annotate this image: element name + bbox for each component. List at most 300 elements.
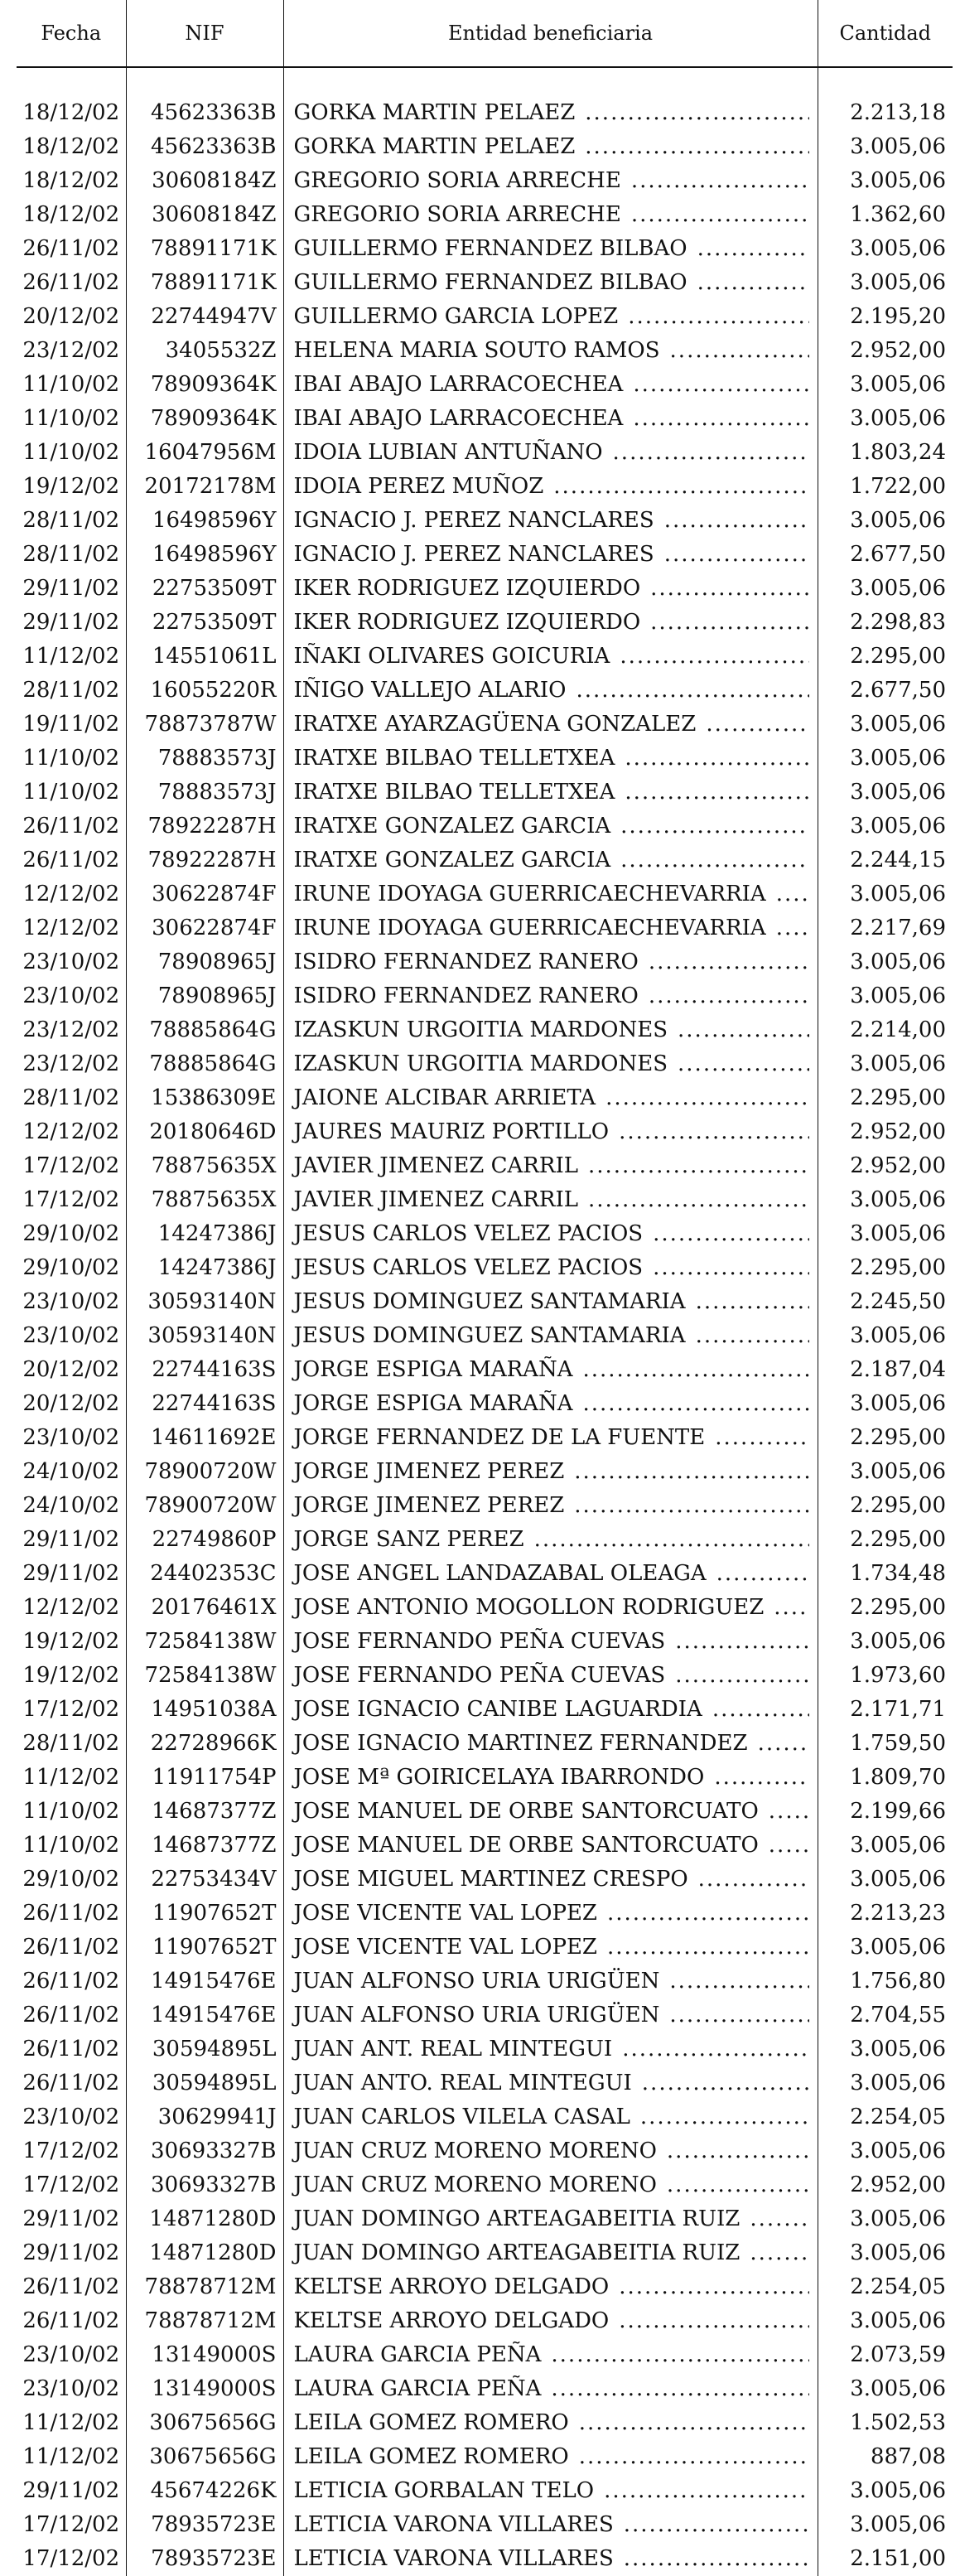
cell-nif: 3405532Z [126, 334, 283, 368]
table-row [17, 1829, 953, 1863]
cell-cantidad: 1.502,53 [850, 2410, 946, 2435]
cell-cantidad: 1.759,50 [850, 1731, 946, 1756]
dot-leader [620, 640, 808, 674]
entidad-name: JAVIER JIMENEZ CARRIL [293, 1153, 578, 1178]
cell-nif: 22744947V [126, 300, 283, 334]
cell-cantidad: 1.722,00 [850, 474, 946, 499]
cell-cantidad: 1.734,48 [850, 1561, 946, 1586]
table-row [17, 164, 953, 198]
cell-nif: 78885864G [126, 1047, 283, 1081]
dot-leader [642, 2066, 809, 2100]
cell-cantidad: 3.005,06 [850, 134, 946, 159]
cell-nif: 16498596Y [126, 504, 283, 538]
cell-entidad [283, 1115, 818, 1149]
cell-entidad [283, 606, 818, 640]
cell-cantidad: 2.952,00 [850, 2172, 946, 2197]
entidad-name: JUAN DOMINGO ARTEAGABEITIA RUIZ [293, 2206, 741, 2231]
cell-cantidad: 3.005,06 [850, 270, 946, 295]
entidad-name: IRATXE GONZALEZ GARCIA [293, 848, 611, 872]
cell-nif: 24402353C [126, 1557, 283, 1591]
cell-entidad [283, 810, 818, 843]
cell-entidad [283, 266, 818, 300]
cell-nif: 72584138W [126, 1659, 283, 1693]
cell-entidad [283, 1285, 818, 1319]
cell-nif: 30593140N [126, 1319, 283, 1353]
entidad-name: JOSE IGNACIO MARTINEZ FERNANDEZ [293, 1731, 748, 1756]
cell-cantidad: 3.005,06 [850, 2037, 946, 2061]
dot-leader [774, 1591, 808, 1625]
dot-leader [716, 1557, 809, 1591]
entidad-name: ISIDRO FERNANDEZ RANERO [293, 950, 639, 974]
table-row [17, 1931, 953, 1965]
cell-fecha: 24/10/02 [17, 1455, 126, 1489]
dot-leader [619, 2270, 808, 2304]
cell-cantidad: 887,08 [871, 2444, 946, 2469]
cell-nif: 30594895L [126, 2032, 283, 2066]
table-row [17, 1897, 953, 1931]
cell-nif: 78909364K [126, 368, 283, 402]
cell-entidad [283, 1455, 818, 1489]
entidad-name: JAIONE ALCIBAR ARRIETA [293, 1085, 596, 1110]
cell-entidad [283, 1965, 818, 1998]
cell-fecha: 29/11/02 [17, 2202, 126, 2236]
cell-entidad [283, 2304, 818, 2338]
table-row [17, 979, 953, 1013]
cell-entidad [283, 1761, 818, 1795]
cell-fecha: 29/10/02 [17, 1863, 126, 1897]
dot-leader [631, 164, 809, 198]
table-row [17, 1965, 953, 1998]
entidad-name: IKER RODRIGUEZ IZQUIERDO [293, 576, 641, 601]
cell-entidad [283, 742, 818, 776]
cell-fecha: 11/10/02 [17, 776, 126, 810]
cell-cantidad: 2.295,00 [850, 1085, 946, 1110]
table-row [17, 1727, 953, 1761]
cell-fecha: 28/11/02 [17, 538, 126, 572]
cell-fecha: 18/12/02 [17, 164, 126, 198]
cell-entidad [283, 1217, 818, 1251]
cell-cantidad: 3.005,06 [850, 1629, 946, 1654]
dot-leader [619, 2304, 808, 2338]
cell-entidad [283, 198, 818, 232]
cell-nif: 78878712M [126, 2270, 283, 2304]
cell-entidad [283, 843, 818, 877]
cell-entidad [283, 164, 818, 198]
dot-leader [553, 470, 808, 504]
cell-fecha: 29/10/02 [17, 1217, 126, 1251]
dot-leader [698, 1863, 809, 1897]
cell-fecha: 26/11/02 [17, 2304, 126, 2338]
cell-fecha: 18/12/02 [17, 198, 126, 232]
table-row [17, 1489, 953, 1523]
table-row [17, 2168, 953, 2202]
cell-entidad [283, 1251, 818, 1285]
cell-fecha: 18/12/02 [17, 96, 126, 130]
cell-fecha: 26/11/02 [17, 232, 126, 266]
cell-entidad [283, 96, 818, 130]
cell-cantidad: 3.005,06 [850, 576, 946, 601]
cell-entidad [283, 1727, 818, 1761]
table-row [17, 334, 953, 368]
table-row [17, 1557, 953, 1591]
entidad-name: JOSE IGNACIO CANIBE LAGUARDIA [293, 1697, 702, 1722]
table-row [17, 572, 953, 606]
cell-nif: 20180646D [126, 1115, 283, 1149]
table-row [17, 1013, 953, 1047]
entidad-name: GREGORIO SORIA ARRECHE [293, 202, 621, 227]
entidad-name: ISIDRO FERNANDEZ RANERO [293, 984, 639, 1008]
cell-nif: 30693327B [126, 2168, 283, 2202]
dot-leader [714, 1761, 808, 1795]
cell-entidad [283, 776, 818, 810]
cell-fecha: 29/11/02 [17, 1557, 126, 1591]
dot-leader [640, 2100, 809, 2134]
document-page [17, 0, 953, 2576]
entidad-name: JORGE FERNANDEZ DE LA FUENTE [293, 1425, 706, 1450]
entidad-name: KELTSE ARROYO DELGADO [293, 2308, 610, 2333]
cell-entidad [283, 2100, 818, 2134]
table-row [17, 742, 953, 776]
entidad-name: LEILA GOMEZ ROMERO [293, 2410, 569, 2435]
cell-fecha: 11/12/02 [17, 2406, 126, 2440]
cell-nif: 22753509T [126, 572, 283, 606]
entidad-name: IBAI ABAJO LARRACOECHEA [293, 372, 624, 397]
table-row [17, 1353, 953, 1387]
table-row [17, 1455, 953, 1489]
table-row [17, 810, 953, 843]
cell-nif: 22753509T [126, 606, 283, 640]
dot-leader [750, 2236, 808, 2270]
cell-entidad [283, 2134, 818, 2168]
entidad-name: JORGE ESPIGA MARAÑA [293, 1391, 573, 1416]
cell-entidad [283, 538, 818, 572]
cell-cantidad: 3.005,06 [850, 406, 946, 431]
cell-fecha: 23/10/02 [17, 2372, 126, 2406]
cell-cantidad: 3.005,06 [850, 1867, 946, 1892]
cell-fecha: 23/12/02 [17, 1013, 126, 1047]
dot-leader [696, 1285, 809, 1319]
cell-fecha: 29/11/02 [17, 606, 126, 640]
cell-entidad [283, 674, 818, 708]
dot-leader [675, 1659, 808, 1693]
dot-leader [697, 232, 809, 266]
entidad-name: JOSE VICENTE VAL LOPEZ [293, 1935, 597, 1960]
cell-nif: 78935723E [126, 2542, 283, 2576]
dot-leader [585, 130, 808, 164]
cell-nif: 30693327B [126, 2134, 283, 2168]
header-nif: NIF [126, 0, 283, 67]
table-row [17, 96, 953, 130]
cell-entidad [283, 1319, 818, 1353]
cell-cantidad: 3.005,06 [850, 780, 946, 805]
entidad-name: JORGE JIMENEZ PEREZ [293, 1493, 565, 1518]
entidad-name: JOSE FERNANDO PEÑA CUEVAS [293, 1629, 666, 1654]
cell-fecha: 26/11/02 [17, 1965, 126, 1998]
dot-leader [633, 368, 808, 402]
table-row [17, 266, 953, 300]
cell-nif: 22753434V [126, 1863, 283, 1897]
cell-cantidad: 3.005,06 [850, 2139, 946, 2163]
cell-fecha: 23/10/02 [17, 2338, 126, 2372]
table-row [17, 640, 953, 674]
table-row [17, 2202, 953, 2236]
cell-entidad [283, 1421, 818, 1455]
cell-cantidad: 3.005,06 [850, 1221, 946, 1246]
entidad-name: JESUS DOMINGUEZ SANTAMARIA [293, 1289, 686, 1314]
table-row [17, 877, 953, 911]
cell-cantidad: 3.005,06 [850, 2478, 946, 2503]
cell-nif: 78878712M [126, 2304, 283, 2338]
entidad-name: JUAN ANT. REAL MINTEGUI [293, 2037, 613, 2061]
dot-leader [664, 538, 809, 572]
entidad-name: JUAN ANTO. REAL MINTEGUI [293, 2071, 632, 2095]
dot-leader [622, 2032, 808, 2066]
cell-entidad [283, 945, 818, 979]
cell-nif: 45623363B [126, 96, 283, 130]
cell-entidad [283, 1693, 818, 1727]
dot-leader [664, 504, 809, 538]
cell-entidad [283, 470, 818, 504]
entidad-name: JORGE ESPIGA MARAÑA [293, 1357, 573, 1382]
cell-cantidad: 3.005,06 [850, 984, 946, 1008]
table-row [17, 300, 953, 334]
entidad-name: IRATXE BILBAO TELLETXEA [293, 780, 615, 805]
cell-entidad [283, 334, 818, 368]
entidad-name: IRATXE BILBAO TELLETXEA [293, 746, 615, 771]
entidad-name: GREGORIO SORIA ARRECHE [293, 168, 621, 193]
table-row [17, 2100, 953, 2134]
cell-cantidad: 3.005,06 [850, 2206, 946, 2231]
dot-leader [649, 979, 809, 1013]
cell-nif: 22749860P [126, 1523, 283, 1557]
table-row [17, 538, 953, 572]
cell-cantidad: 2.677,50 [850, 542, 946, 567]
dot-leader [607, 1897, 809, 1931]
dot-leader [776, 911, 809, 945]
cell-entidad [283, 640, 818, 674]
cell-cantidad: 1.362,60 [850, 202, 946, 227]
entidad-name: IÑIGO VALLEJO ALARIO [293, 678, 567, 703]
entidad-name: JOSE MANUEL DE ORBE SANTORCUATO [293, 1833, 759, 1858]
cell-cantidad: 2.704,55 [850, 2003, 946, 2027]
cell-entidad [283, 1387, 818, 1421]
cell-entidad [283, 979, 818, 1013]
dot-leader [669, 1998, 808, 2032]
entidad-name: IÑAKI OLIVARES GOICURIA [293, 644, 610, 669]
cell-nif: 45674226K [126, 2474, 283, 2508]
dot-leader [605, 1081, 808, 1115]
cell-entidad [283, 708, 818, 742]
entidad-name: JUAN ALFONSO URIA URIGÜEN [293, 2003, 660, 2027]
table-body [17, 67, 953, 2576]
table-row [17, 1183, 953, 1217]
cell-cantidad: 1.756,80 [850, 1969, 946, 1994]
cell-entidad [283, 504, 818, 538]
table-row [17, 1319, 953, 1353]
cell-cantidad: 3.005,06 [850, 882, 946, 906]
entidad-name: KELTSE ARROYO DELGADO [293, 2274, 610, 2299]
cell-entidad [283, 368, 818, 402]
table-row [17, 436, 953, 470]
cell-cantidad: 2.295,00 [850, 1425, 946, 1450]
cell-fecha: 23/12/02 [17, 1047, 126, 1081]
entidad-name: JUAN CRUZ MORENO MORENO [293, 2172, 657, 2197]
cell-cantidad: 3.005,06 [850, 712, 946, 737]
cell-entidad [283, 2270, 818, 2304]
cell-entidad [283, 2168, 818, 2202]
dot-leader [670, 334, 809, 368]
cell-cantidad: 3.005,06 [850, 2240, 946, 2265]
cell-nif: 11911754P [126, 1761, 283, 1795]
cell-entidad [283, 402, 818, 436]
table-row [17, 368, 953, 402]
cell-entidad [283, 877, 818, 911]
header-fecha: Fecha [17, 0, 126, 67]
cell-fecha: 26/11/02 [17, 843, 126, 877]
table-row [17, 1047, 953, 1081]
cell-fecha: 23/10/02 [17, 1285, 126, 1319]
entidad-name: IRATXE AYARZAGÜENA GONZALEZ [293, 712, 697, 737]
dot-leader [712, 1693, 809, 1727]
cell-nif: 16047956M [126, 436, 283, 470]
table-row [17, 2372, 953, 2406]
dot-leader [696, 1319, 809, 1353]
table-row [17, 776, 953, 810]
cell-fecha: 11/10/02 [17, 368, 126, 402]
entidad-name: JOSE MANUEL DE ORBE SANTORCUATO [293, 1799, 759, 1824]
cell-fecha: 11/12/02 [17, 1761, 126, 1795]
table-row [17, 1795, 953, 1829]
cell-entidad [283, 130, 818, 164]
cell-cantidad: 2.217,69 [850, 916, 946, 940]
cell-fecha: 11/10/02 [17, 742, 126, 776]
table-row [17, 1863, 953, 1897]
cell-fecha: 11/12/02 [17, 2440, 126, 2474]
entidad-name: JUAN CARLOS VILELA CASAL [293, 2105, 630, 2129]
cell-entidad [283, 1489, 818, 1523]
cell-entidad [283, 436, 818, 470]
cell-entidad [283, 300, 818, 334]
entidad-name: JORGE JIMENEZ PEREZ [293, 1459, 565, 1484]
cell-fecha: 18/12/02 [17, 130, 126, 164]
cell-entidad [283, 2406, 818, 2440]
dot-leader [620, 843, 808, 877]
table-row [17, 2406, 953, 2440]
dot-leader [675, 1625, 808, 1659]
cell-nif: 78922287H [126, 810, 283, 843]
cell-fecha: 17/12/02 [17, 1183, 126, 1217]
cell-nif: 30622874F [126, 877, 283, 911]
cell-entidad [283, 1931, 818, 1965]
cell-nif: 11907652T [126, 1897, 283, 1931]
cell-cantidad: 1.973,60 [850, 1663, 946, 1688]
cell-fecha: 23/10/02 [17, 1319, 126, 1353]
cell-entidad [283, 1183, 818, 1217]
cell-fecha: 23/10/02 [17, 945, 126, 979]
cell-entidad [283, 1897, 818, 1931]
entidad-name: IRATXE GONZALEZ GARCIA [293, 814, 611, 839]
entidad-name: GUILLERMO FERNANDEZ BILBAO [293, 270, 687, 295]
dot-leader [588, 1149, 809, 1183]
cell-nif: 15386309E [126, 1081, 283, 1115]
table-row [17, 1659, 953, 1693]
entidad-name: JOSE VICENTE VAL LOPEZ [293, 1901, 597, 1926]
cell-nif: 78908965J [126, 945, 283, 979]
cell-fecha: 20/12/02 [17, 1387, 126, 1421]
cell-fecha: 26/11/02 [17, 1897, 126, 1931]
entidad-name: JESUS CARLOS VELEZ PACIOS [293, 1255, 644, 1280]
table-row [17, 2338, 953, 2372]
cell-cantidad: 3.005,06 [850, 746, 946, 771]
cell-cantidad: 2.254,05 [850, 2105, 946, 2129]
table-row [17, 1421, 953, 1455]
entidad-name: JUAN DOMINGO ARTEAGABEITIA RUIZ [293, 2240, 741, 2265]
cell-fecha: 11/10/02 [17, 402, 126, 436]
cell-nif: 16055220R [126, 674, 283, 708]
table-row [17, 2066, 953, 2100]
cell-entidad [283, 1523, 818, 1557]
cell-fecha: 26/11/02 [17, 1998, 126, 2032]
cell-nif: 14951038A [126, 1693, 283, 1727]
cell-fecha: 12/12/02 [17, 877, 126, 911]
cell-nif: 78935723E [126, 2508, 283, 2542]
cell-nif: 14915476E [126, 1965, 283, 1998]
cell-fecha: 26/11/02 [17, 810, 126, 843]
cell-nif: 14871280D [126, 2202, 283, 2236]
cell-fecha: 29/11/02 [17, 2236, 126, 2270]
entidad-name: HELENA MARIA SOUTO RAMOS [293, 338, 660, 363]
dot-leader [667, 2168, 809, 2202]
table-row [17, 2304, 953, 2338]
cell-entidad [283, 1625, 818, 1659]
cell-cantidad: 3.005,06 [850, 508, 946, 533]
cell-entidad [283, 2474, 818, 2508]
table-row [17, 130, 953, 164]
cell-fecha: 20/12/02 [17, 1353, 126, 1387]
cell-nif: 78891171K [126, 232, 283, 266]
dot-leader [653, 1217, 808, 1251]
cell-nif: 30622874F [126, 911, 283, 945]
cell-entidad [283, 1353, 818, 1387]
cell-cantidad: 2.213,18 [850, 100, 946, 125]
table-row [17, 232, 953, 266]
cell-cantidad: 2.151,00 [850, 2546, 946, 2571]
entidad-name: LEILA GOMEZ ROMERO [293, 2444, 569, 2469]
cell-cantidad: 2.295,00 [850, 1493, 946, 1518]
entidad-name: JUAN ALFONSO URIA URIGÜEN [293, 1969, 660, 1994]
entidad-name: JUAN CRUZ MORENO MORENO [293, 2139, 657, 2163]
cell-nif: 78922287H [126, 843, 283, 877]
cell-cantidad: 3.005,06 [850, 1323, 946, 1348]
cell-cantidad: 2.952,00 [850, 1153, 946, 1178]
cell-entidad [283, 1829, 818, 1863]
cell-fecha: 19/12/02 [17, 1625, 126, 1659]
cell-fecha: 26/11/02 [17, 266, 126, 300]
table-row [17, 911, 953, 945]
cell-fecha: 17/12/02 [17, 2508, 126, 2542]
cell-cantidad: 2.244,15 [850, 848, 946, 872]
table-row [17, 674, 953, 708]
table-row [17, 1591, 953, 1625]
dot-leader [551, 2338, 808, 2372]
cell-fecha: 12/12/02 [17, 911, 126, 945]
cell-nif: 78908965J [126, 979, 283, 1013]
dot-leader [653, 1251, 808, 1285]
cell-fecha: 29/11/02 [17, 1523, 126, 1557]
dot-leader [625, 742, 808, 776]
dot-leader [620, 810, 808, 843]
entidad-name: JAVIER JIMENEZ CARRIL [293, 1187, 578, 1212]
